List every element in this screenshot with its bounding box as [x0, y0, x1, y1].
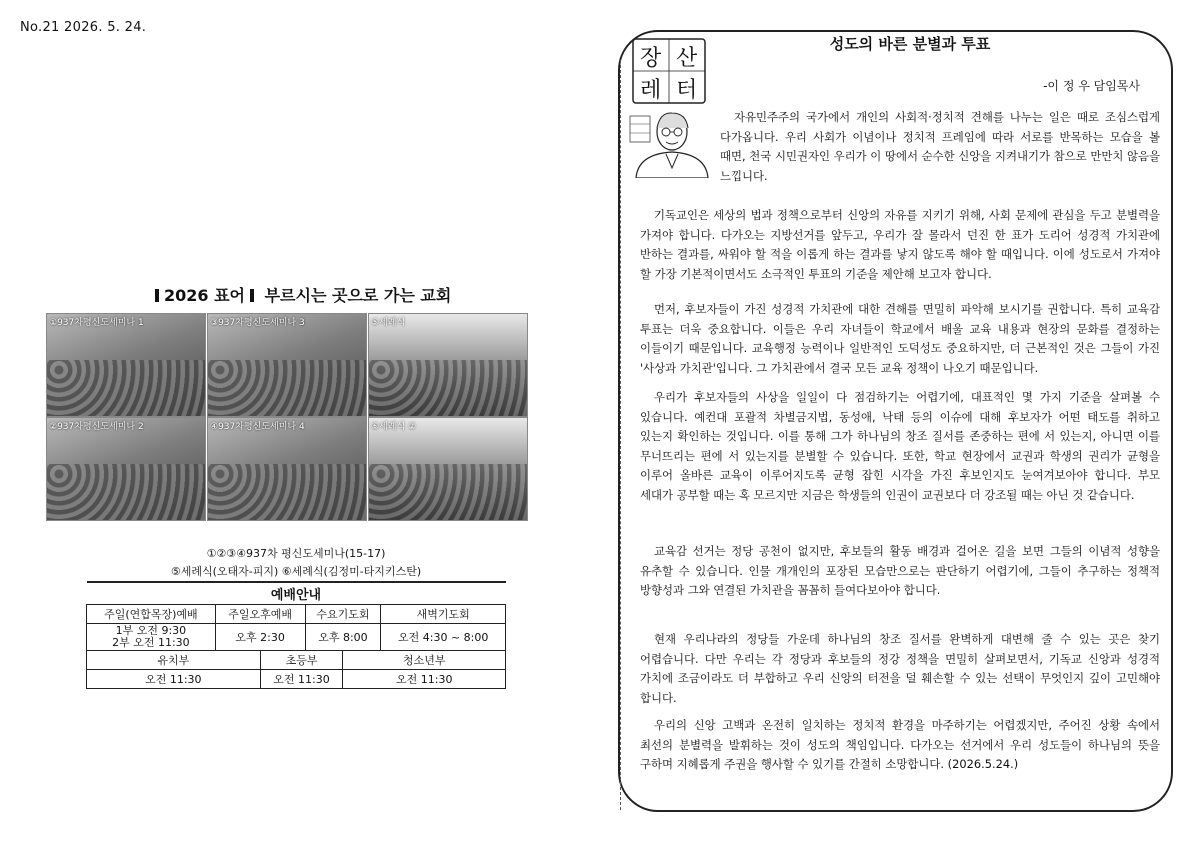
letter-paragraph: 우리가 후보자들의 사상을 일일이 다 점검하기는 어렵기에, 대표적인 몇 가지 기준을 살펴볼 수 있습니다. 예컨대 포괄적 차별금지법, 동성애, 낙태 등의 이슈에 대해 후보자가 어떤 태도를 취하고 있는지 확인하는 것입니다. 이를 통해 그가 하나님의 창조 질서를 존중하는 편에 서 있는지, 아니면 이를 무너뜨리는 편에 서 있는지를 분별할 수 있습니다. 또한, 학교 현장에서 교권과 학생의 권리가 균형을 이루어 올바른 교육이 이루어지도록 균형 잡힌 시각을 가진 후보인지도 눈여겨보아야 합니다. 부모 세대가 공부할 때는 혹 모르지만 지금은 학생들의 인권이 교권보다 더 강조될 때는 아닌 것 같습니다.: [640, 390, 1160, 502]
service-time: 오후 8:00: [305, 624, 381, 651]
logo-char: 터: [676, 78, 698, 103]
dept-header: 청소년부: [343, 651, 506, 670]
letter-paragraph: 우리의 신앙 고백과 온전히 일치하는 정치적 환경을 마주하기는 어렵겠지만, 주어진 상황 속에서 최선의 분별력을 발휘하는 것이 성도의 책임입니다. 다가오는 선거에서 우리 성도들이 하나님의 뜻을 구하며 지혜롭게 주권을 행사할 수 있기를 간절히 소망합니다. (2026.5.24.): [640, 718, 1160, 772]
logo-char: 장: [640, 46, 662, 71]
letter-paragraph: 현재 우리나라의 정당들 가운데 하나님의 창조 질서를 완벽하게 대변해 줄 수 있는 곳은 찾기 어렵습니다. 다만 우리는 각 정당과 후보들의 정강 정책을 면밀히 살펴보면서, 기독교 신앙과 성경적 가치에 조금이라도 더 부합하고 우리 신앙의 터전을 덜 훼손할 수 있는 선택이 무엇인지 깊이 고민해야 합니다.: [640, 632, 1160, 705]
photo-caption: ⑤세례식: [371, 318, 406, 328]
motto-bar-right: [250, 289, 254, 302]
letter-paragraph: 기독교인은 세상의 법과 정책으로부터 신앙의 자유를 지키기 위해, 사회 문제에 관심을 두고 분별력을 가져야 합니다. 다가오는 지방선거를 앞두고, 우리가 잘 몰라서 던진 한 표가 도리어 성경적 가치관에 반하는 결과를, 싸워야 할 적을 이롭게 하는 결과를 낳지 않도록 해야 할 때입니다. 이에 성도로서 가져야 할 가장 기본적이면서도 소극적인 투표의 기준을 제안해 보고자 합니다.: [640, 208, 1160, 281]
service-time: 오전 4:30 ~ 8:00: [381, 624, 506, 651]
jangsan-letter-logo: [632, 38, 706, 104]
dept-header: 초등부: [260, 651, 343, 670]
photo-seminar-1: [46, 313, 206, 417]
motto-year: 2026 표어: [164, 286, 246, 305]
photo-caption: ②937차평신도세미나 2: [49, 422, 144, 432]
photo-gallery: [46, 313, 526, 521]
dept-header: 유치부: [87, 651, 261, 670]
photo-baptism-1: [368, 313, 528, 417]
dept-time: 오전 11:30: [343, 670, 506, 689]
letter-title: 성도의 바른 분별과 투표: [829, 35, 991, 53]
letter-divider: [620, 60, 621, 810]
photo-caption-line-1: ①②③④937차 평신도세미나(15-17): [206, 547, 386, 560]
logo-char: 레: [640, 78, 662, 103]
photo-caption: ⑥세례식 ②: [371, 422, 417, 432]
letter-paragraph: 자유민주주의 국가에서 개인의 사회적·정치적 견해를 나누는 일은 때로 조심스럽게 다가옵니다. 우리 사회가 이념이나 정치적 프레임에 따라 서로를 반목하는 모습을 볼 때면, 천국 시민권자인 우리가 이 땅에서 순수한 신앙을 지켜내기가 참으로 만만치 않음을 느낍니다.: [720, 110, 1160, 183]
letter-author: -이 정 우 담임목사: [1043, 79, 1140, 93]
letter-paragraph: 먼저, 후보자들이 가진 성경적 가치관에 대한 견해를 면밀히 파악해 보시기를 권합니다. 특히 교육감 투표는 더욱 중요합니다. 이들은 우리 자녀들이 학교에서 배울 교육 내용과 현장의 문화를 결정하는 이들이기 때문입니다. 교육행정 능력이나 일반적인 도덕성도 중요하지만, 더 근본적인 것은 그들이 가진 '사상과 가치관'입니다. 그 가치관에서 결국 모든 교육 정책이 나오기 때문입니다.: [640, 302, 1160, 375]
service-time: 1부 오전 9:30 2부 오전 11:30: [87, 624, 216, 651]
photo-caption-line-2: ⑤세례식(오태자-피지) ⑥세례식(김정미-타지키스탄): [170, 565, 422, 578]
photo-baptism-2: [368, 417, 528, 521]
letter-paragraph: 교육감 선거는 정당 공천이 없지만, 후보들의 활동 배경과 걸어온 길을 보면 그들의 이념적 성향을 유추할 수 있습니다. 인물 개개인의 포장된 모습만으로는 판단하기 어렵기에, 그들이 추구하는 정책적 방향성과 그와 연결된 가치관을 꼼꼼히 들여다보아야 합니다.: [640, 544, 1160, 598]
service-header: 수요기도회: [305, 605, 381, 624]
photo-seminar-3: [207, 313, 367, 417]
service-header: 새벽기도회: [381, 605, 506, 624]
issue-number: No.21 2026. 5. 24.: [20, 20, 147, 35]
church-motto: [150, 283, 451, 306]
photo-seminar-2: [46, 417, 206, 521]
service-header: 주일오후예배: [215, 605, 305, 624]
motto-bar-left: [155, 289, 159, 302]
pastor-portrait-icon: [628, 108, 716, 178]
photo-caption: ③937차평신도세미나 3: [210, 318, 305, 328]
worship-heading: 예배안내: [87, 582, 506, 605]
service-header: 주일(연합목장)예배: [87, 605, 216, 624]
photo-caption: ④937차평신도세미나 4: [210, 422, 305, 432]
worship-schedule-table: [86, 581, 506, 689]
dept-time: 오전 11:30: [260, 670, 343, 689]
service-time: 오후 2:30: [215, 624, 305, 651]
dept-time: 오전 11:30: [87, 670, 261, 689]
photo-seminar-4: [207, 417, 367, 521]
photo-caption: ①937차평신도세미나 1: [49, 318, 144, 328]
motto-text: 부르시는 곳으로 가는 교회: [264, 286, 452, 305]
logo-char: 산: [676, 46, 698, 71]
